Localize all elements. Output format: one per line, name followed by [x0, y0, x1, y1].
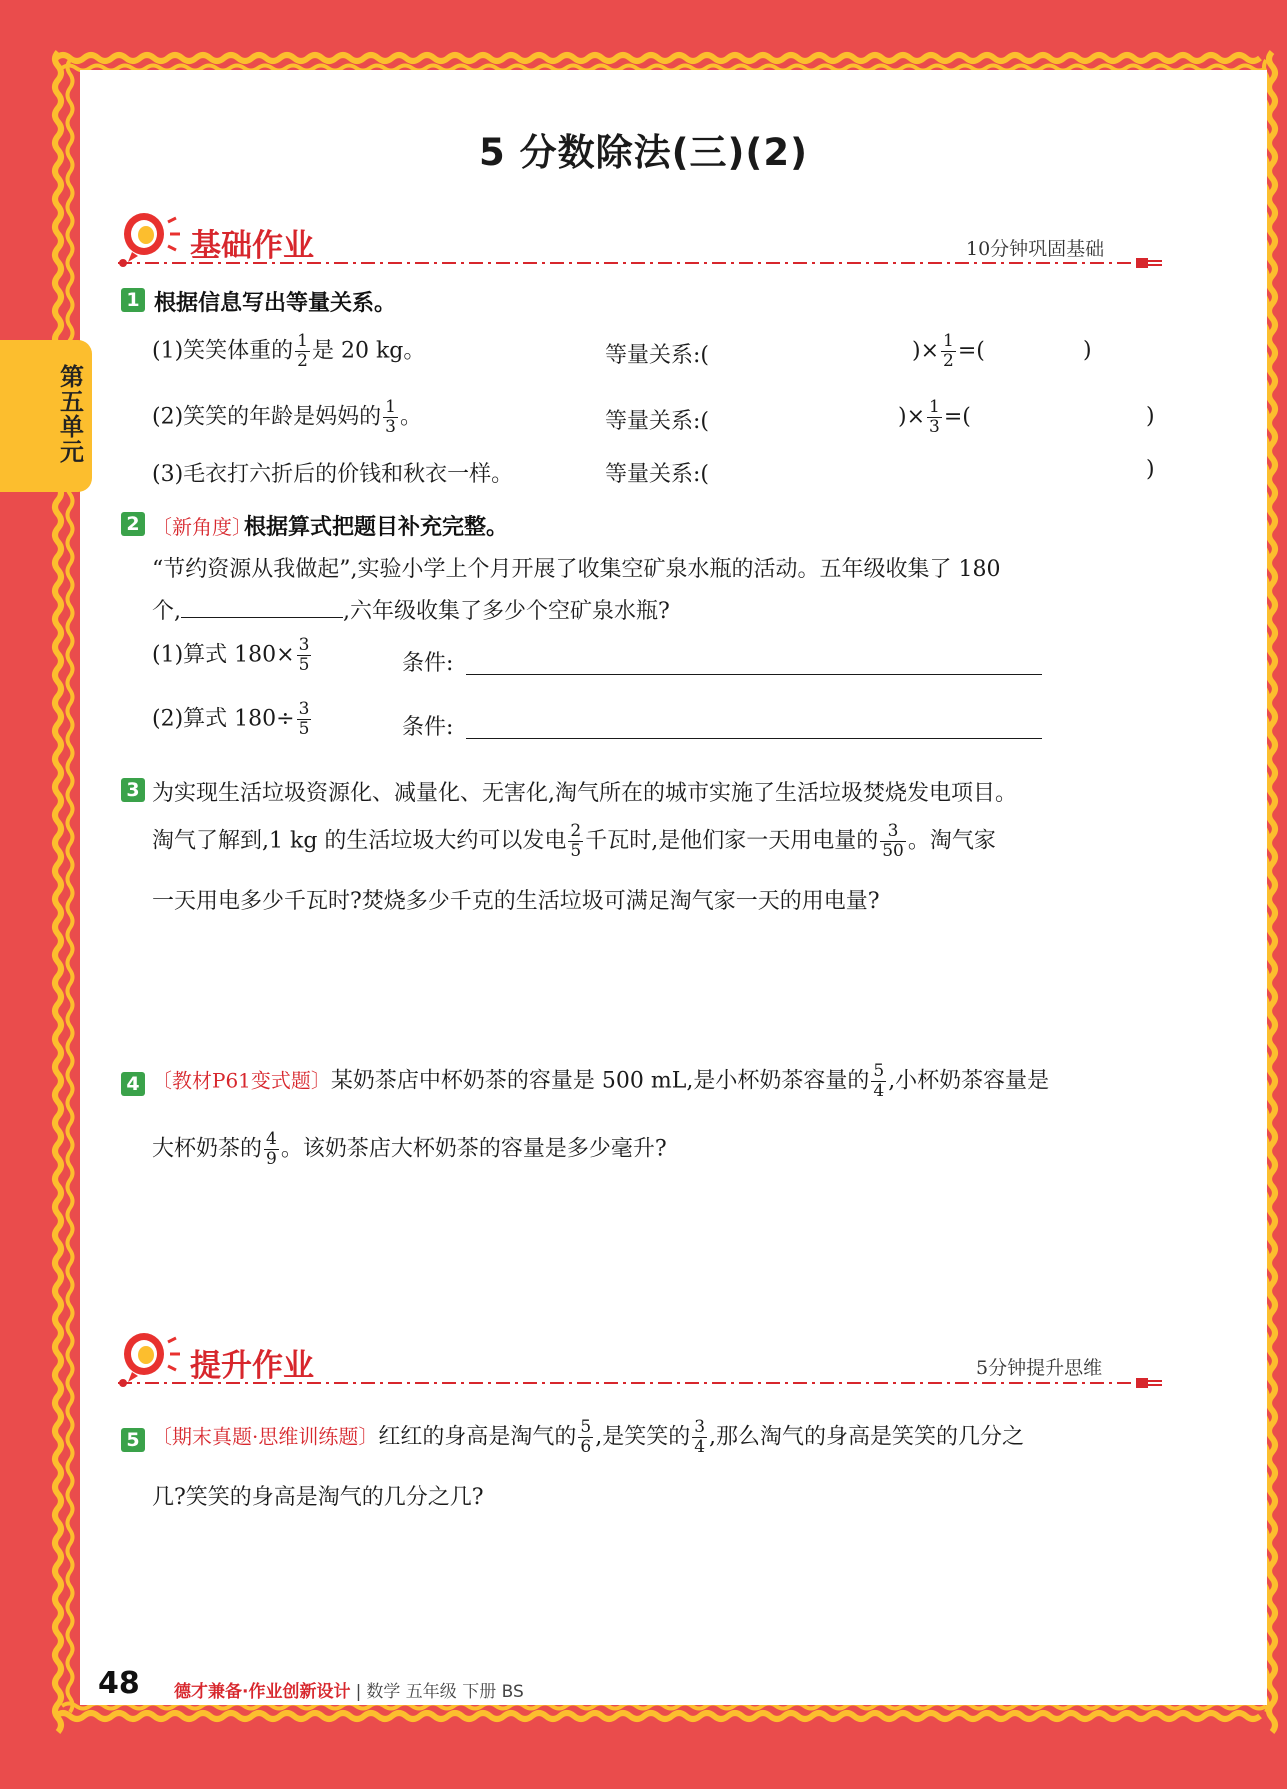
question-4-line-2: 大杯奶茶的 $\frac{4}{9}$ 。该奶茶店大杯奶茶的容量是多少毫升?	[152, 1129, 667, 1169]
wave-border-top	[56, 55, 1260, 61]
q1-item-2-answer-blank-a[interactable]	[728, 398, 893, 434]
question-5-answer-area[interactable]	[152, 1520, 1152, 1650]
q1-item-1-text-end: 是 20 kg。	[312, 338, 426, 364]
q1-item-2-text-end: 。	[400, 404, 423, 430]
q1-item-1-relation-label: 等量关系:(	[605, 343, 709, 368]
section-tag-advanced: 5分钟提升思维	[976, 1357, 1103, 1379]
fraction: $\frac{3}{50}$	[882, 821, 904, 861]
question-5-line-2: 几?笑笑的身高是淘气的几分之几?	[152, 1485, 484, 1510]
q1-item-1-relation-mid: )× $\frac{1}{2}$ =(	[912, 331, 985, 371]
q1-item-3-relation-label: 等量关系:(	[605, 462, 709, 487]
q1-item-2	[152, 398, 422, 437]
question-number-3: 3	[121, 778, 145, 802]
fraction: $\frac{1}{2}$	[297, 331, 308, 371]
wave-border-bottom	[56, 1713, 1260, 1719]
question-3-answer-area[interactable]	[152, 922, 1152, 1052]
q1-item-3-answer-blank[interactable]	[728, 452, 1138, 488]
footer-book-info: 数学 五年级 下册 BS	[366, 1682, 524, 1702]
question-number-1: 1	[121, 288, 145, 312]
section-title-advanced: 提升作业	[190, 1348, 314, 1384]
unit-tab-label: 第五单元	[60, 363, 84, 466]
fraction: $\frac{2}{5}$	[570, 821, 582, 861]
question-2-tag: 〔新角度〕	[152, 515, 252, 539]
q1-item-2-relation-mid: )× $\frac{1}{3}$ =(	[898, 397, 971, 437]
footer-brand: 德才兼备·作业创新设计	[174, 1682, 351, 1702]
fraction: $\frac{1}{3}$	[385, 397, 396, 437]
question-1-heading: 根据信息写出等量关系。	[154, 291, 397, 316]
q1-item-1-answer-blank-a[interactable]	[728, 332, 908, 368]
fraction: $\frac{5}{4}$	[873, 1061, 885, 1101]
question-number-5: 5	[121, 1428, 145, 1452]
q1-item-1	[152, 332, 425, 371]
q1-item-3-close-paren: )	[1146, 457, 1155, 482]
question-4-line-1: 〔教材P61变式题〕某奶茶店中杯奶茶的容量是 500 mL,是小杯奶茶容量的 $\frac{5}{4}$ ,小杯奶茶容量是	[152, 1061, 1050, 1101]
q1-item-2-close-paren: )	[1146, 404, 1155, 429]
fraction: $\frac{3}{5}$	[298, 699, 310, 739]
q2-fill-blank[interactable]	[181, 597, 343, 618]
q2-formula-2: (2)算式 180÷ $\frac{3}{5}$	[152, 699, 310, 739]
q1-item-3-text: (3)毛衣打六折后的价钱和秋衣一样。	[152, 462, 514, 487]
fraction: $\frac{4}{9}$	[266, 1129, 277, 1169]
question-number-4: 4	[121, 1072, 145, 1096]
question-5-tag: 〔期末真题·思维训练题〕	[152, 1424, 379, 1449]
section-divider-advanced	[118, 1376, 1168, 1390]
question-2-line-1: “节约资源从我做起”,实验小学上个月开展了收集空矿泉水瓶的活动。五年级收集了 180	[152, 557, 1001, 582]
question-4-tag: 〔教材P61变式题〕	[152, 1068, 331, 1093]
fraction: $\frac{1}{3}$	[929, 397, 940, 437]
q1-item-2-answer-blank-b[interactable]	[990, 398, 1140, 434]
q2-condition-2-label: 条件:	[402, 715, 454, 740]
question-5-line-1: 〔期末真题·思维训练题〕红红的身高是淘气的 $\frac{5}{6}$ ,是笑笑的 $\frac{3}{4}$ ,那么淘气的身高是笑笑的几分之	[152, 1417, 1025, 1457]
section-title-basic: 基础作业	[190, 228, 314, 264]
page-number: 48	[98, 1666, 140, 1701]
question-4-answer-area[interactable]	[152, 1180, 1152, 1310]
section-divider-basic	[118, 256, 1168, 270]
fraction: $\frac{3}{5}$	[298, 635, 310, 675]
question-3-line-3: 一天用电多少千瓦时?焚烧多少千克的生活垃圾可满足淘气家一天的用电量?	[152, 889, 880, 914]
question-2-line-2: 个, ,六年级收集了多少个空矿泉水瓶?	[152, 599, 670, 624]
wave-border-left-inner	[68, 60, 73, 1712]
q2-condition-2-input[interactable]	[466, 712, 1042, 739]
fraction: $\frac{3}{4}$	[694, 1417, 706, 1457]
q2-condition-1-input[interactable]	[466, 648, 1042, 675]
q1-item-2-relation-label: 等量关系:(	[605, 409, 709, 434]
fraction: $\frac{1}{2}$	[943, 331, 954, 371]
question-number-2: 2	[121, 512, 145, 536]
fraction: $\frac{5}{6}$	[580, 1417, 592, 1457]
q2-formula-1: (1)算式 180× $\frac{3}{5}$	[152, 635, 310, 675]
q1-item-1-answer-blank-b[interactable]	[1000, 332, 1080, 368]
section-tag-basic: 10分钟巩固基础	[966, 238, 1105, 260]
q1-item-1-text: (1)笑笑体重的	[152, 338, 294, 364]
q2-condition-1-label: 条件:	[402, 651, 454, 676]
footer-separator: |	[355, 1682, 362, 1702]
q1-item-2-text: (2)笑笑的年龄是妈妈的	[152, 404, 382, 430]
question-3-line-1: 为实现生活垃圾资源化、减量化、无害化,淘气所在的城市实施了生活垃圾焚烧发电项目。	[152, 781, 1017, 806]
question-3-line-2: 淘气了解到,1 kg 的生活垃圾大约可以发电 $\frac{2}{5}$ 千瓦时,是他们家一天用电量的 $\frac{3}{50}$ 。淘气家	[152, 821, 996, 861]
question-2-heading: 根据算式把题目补充完整。	[244, 515, 509, 540]
page-title: 5 分数除法(三)(2)	[478, 131, 808, 174]
q1-item-1-close-paren: )	[1083, 338, 1092, 363]
wave-border-left	[55, 52, 61, 1732]
footer-info	[174, 1677, 524, 1702]
